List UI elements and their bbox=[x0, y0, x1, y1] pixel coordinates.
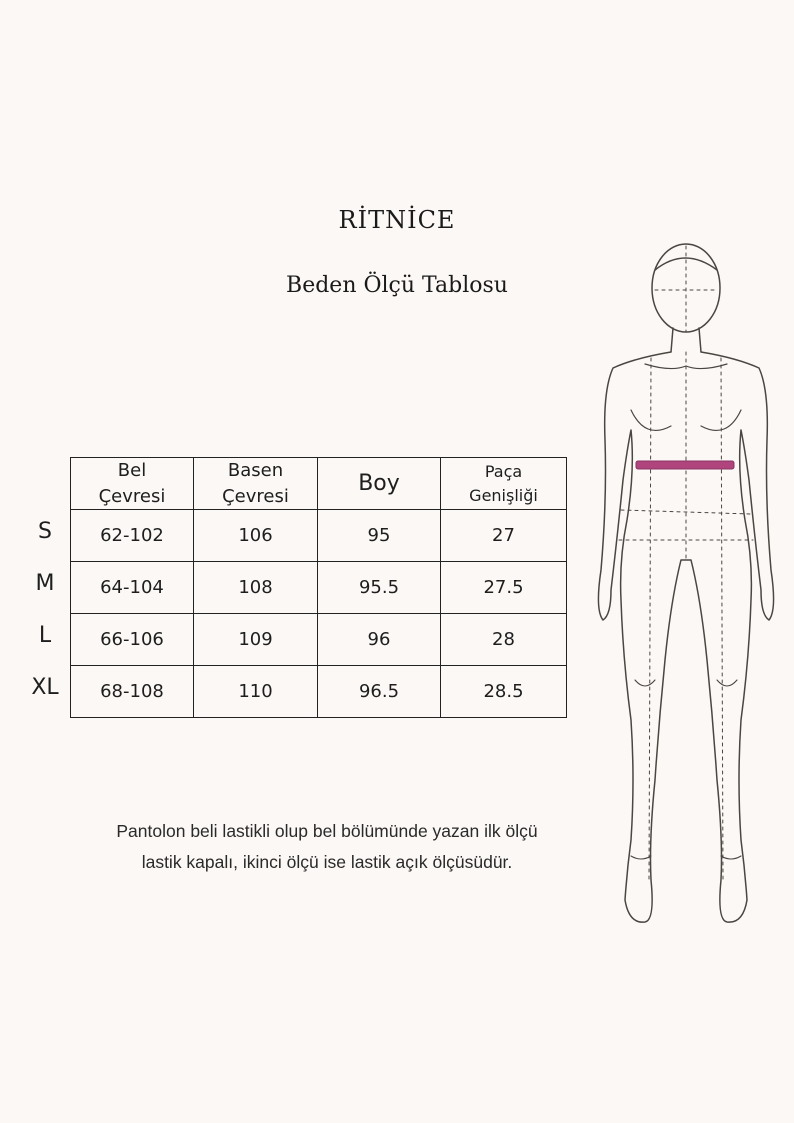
column-header-paca bbox=[440, 457, 567, 510]
table-cell: 28 bbox=[440, 613, 567, 666]
table-cell: 110 bbox=[193, 665, 318, 718]
table-cell: 27 bbox=[440, 509, 567, 562]
column-header-line: Paça bbox=[484, 461, 523, 481]
column-header-line: Bel bbox=[117, 459, 147, 481]
page-title: Beden Ölçü Tablosu bbox=[286, 273, 508, 298]
table-cell: 109 bbox=[193, 613, 318, 666]
table-cell: 96 bbox=[317, 613, 441, 666]
size-note-line: Pantolon beli lastikli olup bel bölümünde yazan ilk ölçü bbox=[116, 821, 538, 841]
table-cell: 108 bbox=[193, 561, 318, 614]
body-measurement-illustration-icon bbox=[585, 240, 785, 934]
table-cell: 95 bbox=[317, 509, 441, 562]
size-note-line: lastik kapalı, ikinci ölçü ise lastik açık ölçüsüdür. bbox=[141, 852, 513, 872]
column-header-bel bbox=[70, 457, 194, 510]
table-cell: 68-108 bbox=[70, 665, 194, 718]
column-header-boy bbox=[317, 457, 441, 510]
size-label-m: M bbox=[35, 571, 55, 596]
table-cell: 96.5 bbox=[317, 665, 441, 718]
column-header-line: Basen bbox=[227, 459, 284, 481]
table-cell: 27.5 bbox=[440, 561, 567, 614]
column-header-line: Çevresi bbox=[98, 485, 166, 507]
size-label-xl: XL bbox=[31, 675, 59, 700]
column-header-line: Çevresi bbox=[222, 485, 289, 507]
table-cell: 62-102 bbox=[70, 509, 194, 562]
column-header-line: Genişliği bbox=[469, 485, 538, 505]
table-cell: 28.5 bbox=[440, 665, 567, 718]
size-label-l: L bbox=[38, 623, 52, 648]
size-note bbox=[40, 816, 614, 878]
column-header-line: Boy bbox=[358, 470, 400, 496]
table-grid bbox=[70, 457, 567, 718]
brand-name: RİTNİCE bbox=[338, 206, 456, 234]
table-cell: 95.5 bbox=[317, 561, 441, 614]
table-cell: 66-106 bbox=[70, 613, 194, 666]
table-cell: 64-104 bbox=[70, 561, 194, 614]
table-cell: 106 bbox=[193, 509, 318, 562]
column-header-basen bbox=[193, 457, 318, 510]
size-label-s: S bbox=[38, 519, 52, 544]
